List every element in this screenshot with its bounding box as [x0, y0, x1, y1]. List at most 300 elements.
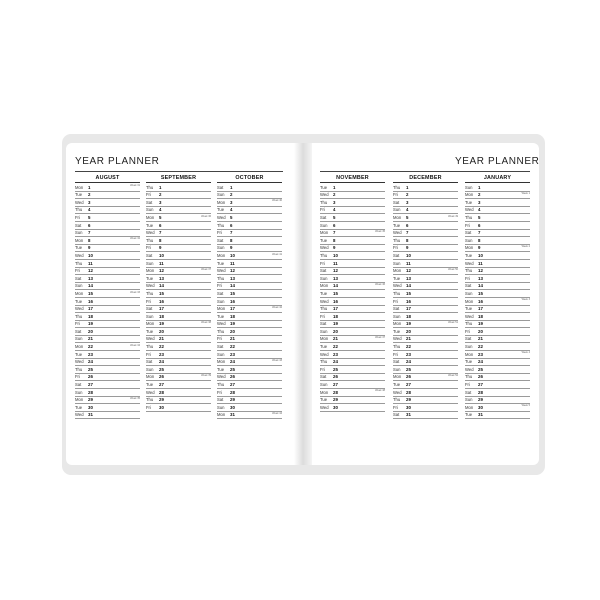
date-number: 25	[88, 366, 93, 372]
month-rule	[465, 182, 530, 183]
weekday-label: Tue	[465, 359, 473, 365]
date-number: 13	[88, 275, 93, 281]
weekday-label: Sun	[217, 245, 225, 251]
weekday-label: Tue	[320, 290, 328, 296]
weekday-label: Tue	[75, 351, 83, 357]
date-number: 15	[478, 290, 483, 296]
day-row	[146, 260, 211, 268]
day-row	[75, 252, 140, 260]
weekday-label: Sun	[146, 313, 154, 319]
day-row	[465, 260, 530, 268]
date-number: 9	[478, 245, 481, 251]
day-row	[393, 252, 458, 260]
weekday-label: Sat	[320, 214, 327, 220]
weekday-label: Sat	[217, 397, 224, 403]
day-row	[465, 381, 530, 389]
date-number: 9	[406, 245, 409, 251]
date-number: 9	[333, 245, 336, 251]
date-number: 25	[333, 366, 338, 372]
weekday-label: Sat	[217, 344, 224, 350]
date-number: 18	[230, 313, 235, 319]
date-number: 17	[159, 306, 164, 312]
date-number: 23	[333, 351, 338, 357]
date-number: 12	[230, 268, 235, 274]
date-number: 28	[88, 389, 93, 395]
day-row	[393, 199, 458, 207]
day-row	[75, 192, 140, 200]
weekday-label: Fri	[146, 404, 151, 410]
date-number: 26	[88, 374, 93, 380]
weekday-label: Tue	[146, 382, 154, 388]
weekday-label: Tue	[320, 237, 328, 243]
left-page-title: YEAR PLANNER	[75, 156, 160, 167]
day-row	[320, 298, 385, 306]
day-row	[465, 321, 530, 329]
day-row	[146, 397, 211, 405]
day-row	[146, 359, 211, 367]
date-number: 9	[88, 245, 91, 251]
week-number-label: Week 39	[201, 374, 211, 378]
weekday-label: Sun	[320, 275, 328, 281]
date-number: 1	[406, 184, 409, 190]
weekday-label: Wed	[75, 359, 84, 365]
date-number: 23	[88, 351, 93, 357]
day-row	[320, 343, 385, 351]
date-number: 20	[478, 328, 483, 334]
day-row	[465, 237, 530, 245]
date-number: 22	[478, 344, 483, 350]
day-row	[465, 359, 530, 367]
date-number: 23	[478, 351, 483, 357]
date-number: 16	[230, 298, 235, 304]
date-number: 30	[88, 404, 93, 410]
day-row	[320, 290, 385, 298]
day-row	[217, 351, 282, 359]
weekday-label: Fri	[75, 214, 80, 220]
weekday-label: Wed	[465, 313, 474, 319]
weekday-label: Sun	[217, 192, 225, 198]
day-row	[393, 306, 458, 314]
date-number: 7	[159, 230, 162, 236]
date-number: 27	[333, 382, 338, 388]
day-row	[320, 283, 385, 291]
day-row	[320, 245, 385, 253]
month-name: JANUARY	[483, 175, 512, 181]
month-name: AUGUST	[95, 175, 120, 181]
weekday-label: Wed	[320, 245, 329, 251]
left-title-rule	[75, 171, 283, 172]
day-row	[217, 283, 282, 291]
weekday-label: Thu	[75, 366, 83, 372]
day-row	[393, 268, 458, 276]
date-number: 5	[333, 214, 336, 220]
day-row	[146, 237, 211, 245]
date-number: 13	[159, 275, 164, 281]
week-number-label: Week 49	[448, 214, 458, 218]
date-number: 27	[88, 382, 93, 388]
weekday-label: Sun	[465, 344, 473, 350]
day-row	[75, 290, 140, 298]
day-row	[75, 207, 140, 215]
weekday-label: Mon	[217, 252, 226, 258]
weekday-label: Mon	[393, 374, 402, 380]
date-number: 14	[406, 283, 411, 289]
day-row	[393, 366, 458, 374]
date-number: 19	[478, 321, 483, 327]
day-row	[393, 381, 458, 389]
weekday-label: Fri	[393, 298, 398, 304]
week-number-label: Week 46	[375, 282, 385, 286]
day-row	[465, 313, 530, 321]
day-row	[320, 313, 385, 321]
date-number: 12	[406, 268, 411, 274]
days-list	[465, 184, 530, 419]
weekday-label: Fri	[75, 268, 80, 274]
weekday-label: Wed	[146, 230, 155, 236]
day-row	[217, 404, 282, 412]
date-number: 31	[230, 412, 235, 418]
day-row	[146, 275, 211, 283]
weekday-label: Sat	[393, 306, 400, 312]
weekday-label: Mon	[320, 389, 329, 395]
day-row	[217, 207, 282, 215]
weekday-label: Thu	[465, 321, 473, 327]
week-number-label: Week 45	[375, 229, 385, 233]
weekday-label: Sat	[75, 328, 82, 334]
day-row	[217, 397, 282, 405]
date-number: 11	[88, 260, 93, 266]
date-number: 19	[333, 321, 338, 327]
date-number: 13	[478, 275, 483, 281]
date-number: 28	[478, 389, 483, 395]
day-row	[75, 366, 140, 374]
date-number: 21	[478, 336, 483, 342]
date-number: 16	[88, 298, 93, 304]
weekday-label: Tue	[75, 298, 83, 304]
week-number-label: Week 42	[272, 305, 282, 309]
day-row	[393, 397, 458, 405]
weekday-label: Thu	[217, 382, 225, 388]
date-number: 8	[406, 237, 409, 243]
weekday-label: Sat	[393, 252, 400, 258]
weekday-label: Fri	[217, 389, 222, 395]
date-number: 5	[88, 214, 91, 220]
day-row	[465, 268, 530, 276]
day-row	[75, 404, 140, 412]
day-row	[393, 351, 458, 359]
day-row	[320, 230, 385, 238]
day-row	[320, 359, 385, 367]
date-number: 23	[230, 351, 235, 357]
weekday-label: Tue	[146, 328, 154, 334]
day-row	[320, 260, 385, 268]
date-number: 22	[230, 344, 235, 350]
weekday-label: Mon	[393, 214, 402, 220]
day-row	[465, 252, 530, 260]
day-row	[146, 374, 211, 382]
day-row	[75, 343, 140, 351]
date-number: 2	[159, 192, 162, 198]
day-row	[465, 328, 530, 336]
weekday-label: Wed	[465, 207, 474, 213]
date-number: 22	[406, 344, 411, 350]
week-number-label: Week 48	[375, 389, 385, 393]
week-number-label: Week 41	[272, 252, 282, 256]
day-row	[465, 343, 530, 351]
week-number-label: Week 31	[130, 184, 140, 188]
date-number: 15	[406, 290, 411, 296]
weekday-label: Mon	[465, 351, 474, 357]
weekday-label: Tue	[465, 306, 473, 312]
month-name: SEPTEMBER	[160, 175, 197, 181]
weekday-label: Tue	[320, 397, 328, 403]
date-number: 6	[159, 222, 162, 228]
day-row	[393, 245, 458, 253]
date-number: 20	[88, 328, 93, 334]
date-number: 27	[230, 382, 235, 388]
date-number: 28	[406, 389, 411, 395]
day-row	[393, 214, 458, 222]
day-row	[393, 230, 458, 238]
weekday-label: Wed	[217, 321, 226, 327]
date-number: 9	[159, 245, 162, 251]
date-number: 3	[88, 199, 91, 205]
weekday-label: Mon	[75, 397, 84, 403]
day-row	[465, 283, 530, 291]
day-row	[320, 252, 385, 260]
weekday-label: Sun	[465, 184, 473, 190]
day-row	[146, 207, 211, 215]
week-number-label: Week 5	[521, 404, 530, 408]
weekday-label: Thu	[146, 237, 154, 243]
date-number: 22	[88, 344, 93, 350]
weekday-label: Sat	[465, 230, 472, 236]
weekday-label: Sun	[320, 328, 328, 334]
days-list	[393, 184, 458, 419]
weekday-label: Mon	[146, 321, 155, 327]
day-row	[465, 214, 530, 222]
weekday-label: Sat	[75, 382, 82, 388]
date-number: 6	[406, 222, 409, 228]
day-row	[146, 268, 211, 276]
day-row	[393, 321, 458, 329]
day-row	[75, 306, 140, 314]
date-number: 18	[159, 313, 164, 319]
day-row	[320, 351, 385, 359]
date-number: 1	[88, 184, 91, 190]
day-row	[75, 298, 140, 306]
date-number: 7	[478, 230, 481, 236]
date-number: 3	[159, 199, 162, 205]
weekday-label: Wed	[320, 351, 329, 357]
day-row	[146, 199, 211, 207]
days-list	[75, 184, 140, 419]
day-row	[393, 283, 458, 291]
weekday-label: Fri	[393, 192, 398, 198]
weekday-label: Mon	[146, 374, 155, 380]
date-number: 21	[406, 336, 411, 342]
date-number: 14	[333, 283, 338, 289]
day-row	[465, 222, 530, 230]
day-row	[75, 321, 140, 329]
month-rule	[217, 182, 282, 183]
day-row	[465, 245, 530, 253]
date-number: 23	[159, 351, 164, 357]
weekday-label: Sun	[217, 298, 225, 304]
weekday-label: Mon	[393, 321, 402, 327]
day-row	[393, 192, 458, 200]
weekday-label: Sun	[75, 336, 83, 342]
month-name: OCTOBER	[235, 175, 264, 181]
day-row	[75, 237, 140, 245]
weekday-label: Fri	[320, 207, 325, 213]
day-row	[75, 260, 140, 268]
weekday-label: Thu	[465, 374, 473, 380]
date-number: 10	[230, 252, 235, 258]
day-row	[146, 328, 211, 336]
date-number: 20	[230, 328, 235, 334]
day-row	[75, 389, 140, 397]
date-number: 19	[159, 321, 164, 327]
date-number: 26	[230, 374, 235, 380]
weekday-label: Thu	[465, 268, 473, 274]
weekday-label: Sun	[465, 237, 473, 243]
day-row	[320, 268, 385, 276]
weekday-label: Wed	[146, 283, 155, 289]
day-row	[146, 184, 211, 192]
month-name: NOVEMBER	[336, 175, 369, 181]
date-number: 11	[230, 260, 235, 266]
weekday-label: Sat	[146, 252, 153, 258]
day-row	[146, 343, 211, 351]
day-row	[146, 313, 211, 321]
day-row	[465, 290, 530, 298]
weekday-label: Sun	[465, 397, 473, 403]
day-row	[217, 252, 282, 260]
week-number-label: Week 52	[448, 374, 458, 378]
weekday-label: Sun	[75, 283, 83, 289]
date-number: 30	[159, 404, 164, 410]
date-number: 24	[333, 359, 338, 365]
weekday-label: Thu	[146, 184, 154, 190]
weekday-label: Mon	[75, 290, 84, 296]
date-number: 22	[333, 344, 338, 350]
day-row	[146, 192, 211, 200]
date-number: 4	[230, 207, 233, 213]
days-list	[146, 184, 211, 412]
weekday-label: Fri	[217, 336, 222, 342]
weekday-label: Wed	[75, 199, 84, 205]
day-row	[146, 389, 211, 397]
date-number: 14	[478, 283, 483, 289]
week-number-label: Week 1	[521, 191, 530, 195]
day-row	[217, 374, 282, 382]
day-row	[393, 336, 458, 344]
date-number: 19	[88, 321, 93, 327]
date-number: 12	[159, 268, 164, 274]
weekday-label: Fri	[75, 321, 80, 327]
weekday-label: Tue	[75, 245, 83, 251]
weekday-label: Sat	[393, 199, 400, 205]
weekday-label: Sun	[217, 404, 225, 410]
weekday-label: Tue	[75, 192, 83, 198]
weekday-label: Tue	[217, 207, 225, 213]
date-number: 2	[88, 192, 91, 198]
date-number: 8	[159, 237, 162, 243]
week-number-label: Week 44	[272, 412, 282, 415]
day-row	[465, 351, 530, 359]
weekday-label: Fri	[146, 351, 151, 357]
date-number: 4	[88, 207, 91, 213]
week-number-label: Week 33	[130, 290, 140, 294]
weekday-label: Fri	[465, 382, 470, 388]
day-row	[217, 199, 282, 207]
weekday-label: Thu	[75, 313, 83, 319]
weekday-label: Thu	[320, 252, 328, 258]
weekday-label: Sun	[320, 382, 328, 388]
date-number: 8	[88, 237, 91, 243]
date-number: 1	[478, 184, 481, 190]
weekday-label: Fri	[393, 404, 398, 410]
weekday-label: Sat	[146, 359, 153, 365]
weekday-label: Mon	[465, 298, 474, 304]
day-row	[75, 328, 140, 336]
day-row	[465, 192, 530, 200]
weekday-label: Fri	[465, 275, 470, 281]
weekday-label: Thu	[320, 306, 328, 312]
month-rule	[146, 182, 211, 183]
date-number: 8	[333, 237, 336, 243]
weekday-label: Mon	[146, 214, 155, 220]
weekday-label: Mon	[320, 283, 329, 289]
date-number: 31	[478, 412, 483, 418]
date-number: 17	[406, 306, 411, 312]
date-number: 25	[406, 366, 411, 372]
weekday-label: Sat	[217, 184, 224, 190]
date-number: 6	[478, 222, 481, 228]
day-row	[320, 214, 385, 222]
weekday-label: Thu	[393, 184, 401, 190]
day-row	[217, 260, 282, 268]
date-number: 19	[406, 321, 411, 327]
weekday-label: Sat	[75, 222, 82, 228]
date-number: 18	[88, 313, 93, 319]
date-number: 2	[478, 192, 481, 198]
day-row	[465, 389, 530, 397]
date-number: 15	[88, 290, 93, 296]
day-row	[465, 404, 530, 412]
date-number: 11	[159, 260, 164, 266]
day-row	[146, 290, 211, 298]
week-number-label: Week 37	[201, 267, 211, 271]
day-row	[393, 275, 458, 283]
date-number: 17	[230, 306, 235, 312]
day-row	[465, 275, 530, 283]
weekday-label: Tue	[146, 222, 154, 228]
week-number-label: Week 34	[130, 343, 140, 347]
day-row	[217, 343, 282, 351]
day-row	[146, 404, 211, 412]
planner-spine	[294, 143, 312, 465]
date-number: 29	[230, 397, 235, 403]
date-number: 7	[333, 230, 336, 236]
weekday-label: Sat	[217, 290, 224, 296]
day-row	[75, 397, 140, 405]
weekday-label: Wed	[75, 252, 84, 258]
date-number: 20	[406, 328, 411, 334]
date-number: 15	[159, 290, 164, 296]
day-row	[320, 237, 385, 245]
